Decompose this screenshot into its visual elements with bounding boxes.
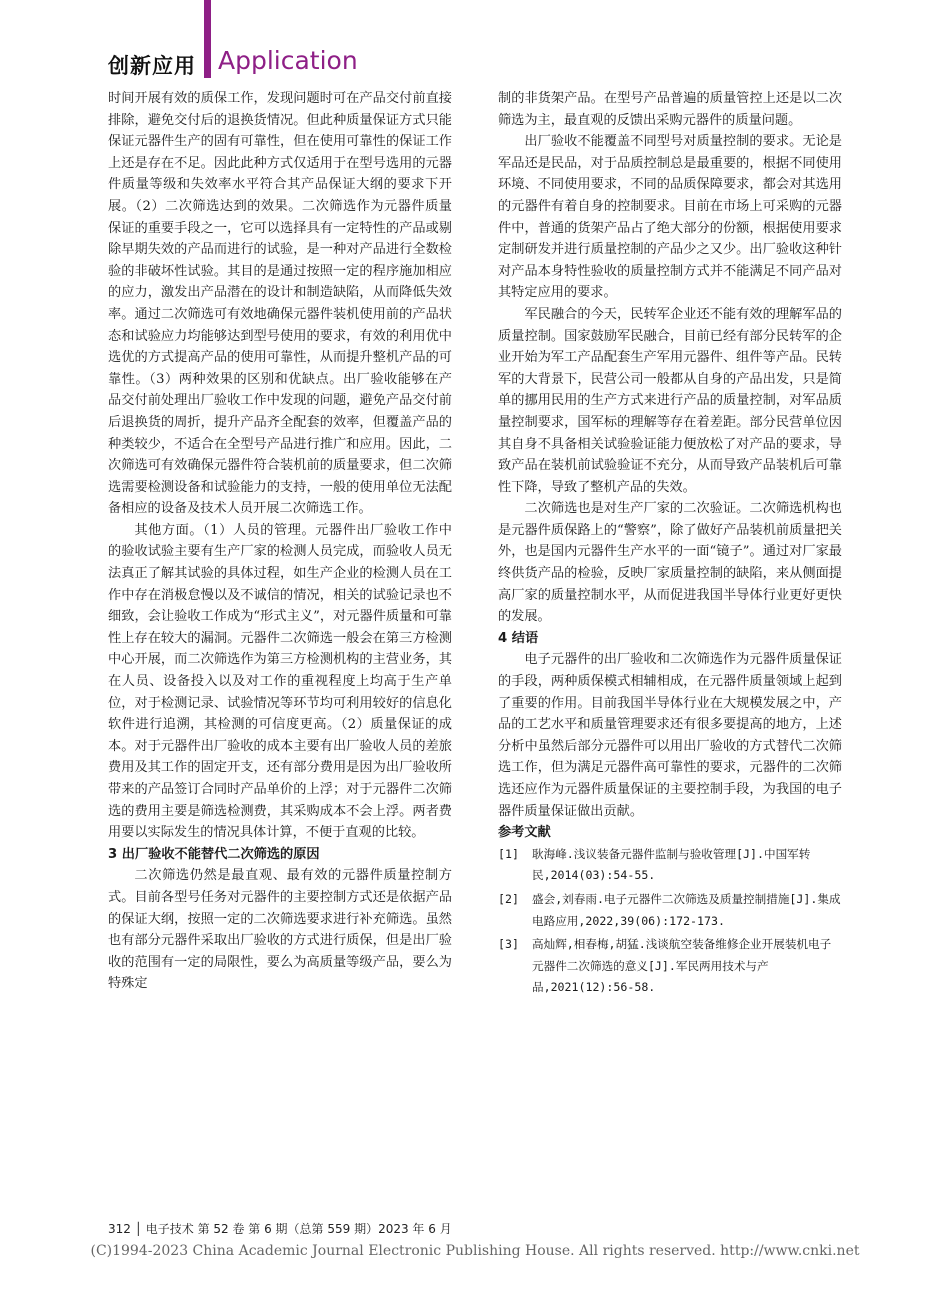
- reference-item: [498, 889, 842, 932]
- reference-number: [3]: [498, 937, 519, 952]
- section-heading: 3 出厂验收不能替代二次筛选的原因: [108, 846, 320, 862]
- section-heading: 4 结语: [498, 630, 539, 646]
- reference-item: [498, 844, 842, 887]
- section-heading: 参考文献: [498, 825, 551, 841]
- body-paragraph: 其他方面。（1）人员的管理。元器件出厂验收工作中的验收试验主要有生产厂家的检测人员完成，而验收人员无法真正了解其试验的具体过程，如生产企业的检测人员在工作中存在消极怠慢以及不诚信的情况，相关的试验记录也不细致，会让验收工作成为“形式主义”，对元器件质量和可靠性上存在较大的漏洞。元器件二次筛选一般会在第三方检测中心开展，而二次筛选作为第三方检测机构的主营业务，其在人员、设备投入以及对工作的重视程度上均高于生产单位，对于检测记录、试验情况等环节均可利用较好的信息化软件进行追溯，其检测的可信度更高。（2）质量保证的成本。对于元器件出厂验收的成本主要有出厂验收人员的差旅费用及其工作的固定开支，还有部分费用是因为出厂验收所带来的产品签订合同时产品单价的上浮；对于元器件二次筛选的费用主要是筛选检测费，其采购成本不会上浮。两者费用要以实际发生的情况具体计算，不便于直观的比较。: [108, 522, 452, 841]
- reference-text: 盛会,刘春雨.电子元器件二次筛选及质量控制措施[J].集成电路应用,2022,39(06):172-173.: [532, 891, 841, 928]
- body-paragraph: 出厂验收不能覆盖不同型号对质量控制的要求。无论是军品还是民品，对于品质控制总是最重要的，根据不同使用环境、不同使用要求，不同的品质保障要求，都会对其选用的元器件有着自身的控制要求。目前在市场上可采购的元器件中，普通的货架产品占了绝大部分的份额，根据使用要求定制研发并进行质量控制的产品少之又少。出厂验收这种针对产品本身特性验收的质量控制方式并不能满足不同产品对其特定应用的要求。: [498, 134, 842, 301]
- reference-item: [498, 934, 842, 999]
- header-accent-bar: [204, 0, 211, 78]
- body-paragraph: 电子元器件的出厂验收和二次筛选作为元器件质量保证的手段，两种质保模式相辅相成，在元器件质量领域上起到了重要的作用。目前我国半导体行业在大规模发展之中，产品的工艺水平和质量管理要求还有很多要提高的地方，上述分析中虽然后部分元器件可以用出厂验收的方式替代二次筛选工作，但为满足元器件高可靠性的要求，元器件的二次筛选还应作为元器件质量保证的主要控制手段，为我国的电子器件质量保证做出贡献。: [498, 652, 842, 819]
- body-paragraph: 二次筛选仍然是最直观、最有效的元器件质量控制方式。目前各型号任务对元器件的主要控制方式还是依据产品的保证大纲，按照一定的二次筛选要求进行补充筛选。虽然也有部分元器件采取出厂验收的方式进行质保，但是出厂验收的范围有一定的局限性，要么为高质量等级产品，要么为特殊定: [108, 868, 452, 992]
- left-column: [108, 88, 452, 995]
- page-footer: 312 │ 电子技术 第 52 卷 第 6 期（总第 559 期）2023 年 6 月: [108, 1222, 452, 1236]
- reference-text: 耿海峰.浅议装备元器件监制与验收管理[J].中国军转民,2014(03):54-55.: [532, 846, 811, 883]
- body-paragraph: 时间开展有效的质保工作，发现问题时可在产品交付前直接排除，避免交付后的退换货情况。但此种质量保证方式只能保证元器件生产的固有可靠性，但在使用可靠性的保证工作上还是存在不足。因此此种方式仅适用于在型号选用的元器件质量等级和失效率水平符合其产品保证大纲的要求下开展。（2）二次筛选达到的效果。二次筛选作为元器件质量保证的重要手段之一，它可以选择具有一定特性的产品或剔除早期失效的产品而进行的试验，是一种对产品进行全数检验的非破坏性试验。其目的是通过按照一定的程序施加相应的应力，激发出产品潜在的设计和制造缺陷，从而降低失效率。通过二次筛选可有效地确保元器件装机使用前的产品状态和试验应力均能够达到型号使用的要求，有效的利用优中选优的方式提高产品的使用可靠性，从而提升整机产品的可靠性。（3）两种效果的区别和优缺点。出厂验收能够在产品交付前处理出厂验收工作中发现的问题，避免产品交付前后退换货的周折，提升产品齐全配套的效率，但覆盖产品的种类较少，不适合在全型号产品进行推广和应用。因此，二次筛选可有效确保元器件符合装机前的质量要求，但二次筛选需要检测设备和试验能力的支持，一般的使用单位无法配备相应的设备及技术人员开展二次筛选工作。: [108, 91, 452, 517]
- section-title-en: Application: [218, 46, 358, 75]
- reference-number: [2]: [498, 891, 519, 906]
- reference-list: [498, 844, 842, 999]
- right-column: [498, 88, 842, 1001]
- right-column-body: [498, 88, 842, 844]
- body-paragraph: 二次筛选也是对生产厂家的二次验证。二次筛选机构也是元器件质保路上的“警察”，除了做好产品装机前质量把关外，也是国内元器件生产水平的一面“镜子”。通过对厂家最终供货产品的检验，反映厂家质量控制的缺陷，来从侧面提高厂家的质量控制水平，从而促进我国半导体行业更好更快的发展。: [498, 501, 842, 625]
- body-paragraph: 制的非货架产品。在型号产品普遍的质量管控上还是以二次筛选为主，最直观的反馈出采购元器件的质量问题。: [498, 91, 842, 128]
- section-title-cn: 创新应用: [108, 54, 196, 78]
- reference-number: [1]: [498, 846, 519, 861]
- reference-text: 高灿辉,相春梅,胡猛.浅谈航空装备维修企业开展装机电子元器件二次筛选的意义[J].军民两用技术与产品,2021(12):56-58.: [532, 937, 832, 995]
- body-paragraph: 军民融合的今天，民转军企业还不能有效的理解军品的质量控制。国家鼓励军民融合，目前已经有部分民转军的企业开始为军工产品配套生产军用元器件、组件等产品。民转军的大背景下，民营公司一般都从自身的产品出发，只是简单的挪用民用的生产方式来进行产品的质量控制，对军品质量控制要求，国军标的理解等存在着差距。部分民营单位因其自身不具备相关试验验证能力便放松了对产品的要求，导致产品在装机前试验验证不充分，从而导致产品装机后可靠性下降，导致了整机产品的失效。: [498, 306, 842, 495]
- copyright-line: (C)1994-2023 China Academic Journal Electronic Publishing House. All rights reserved. http://www.cnki.net: [90, 1243, 860, 1259]
